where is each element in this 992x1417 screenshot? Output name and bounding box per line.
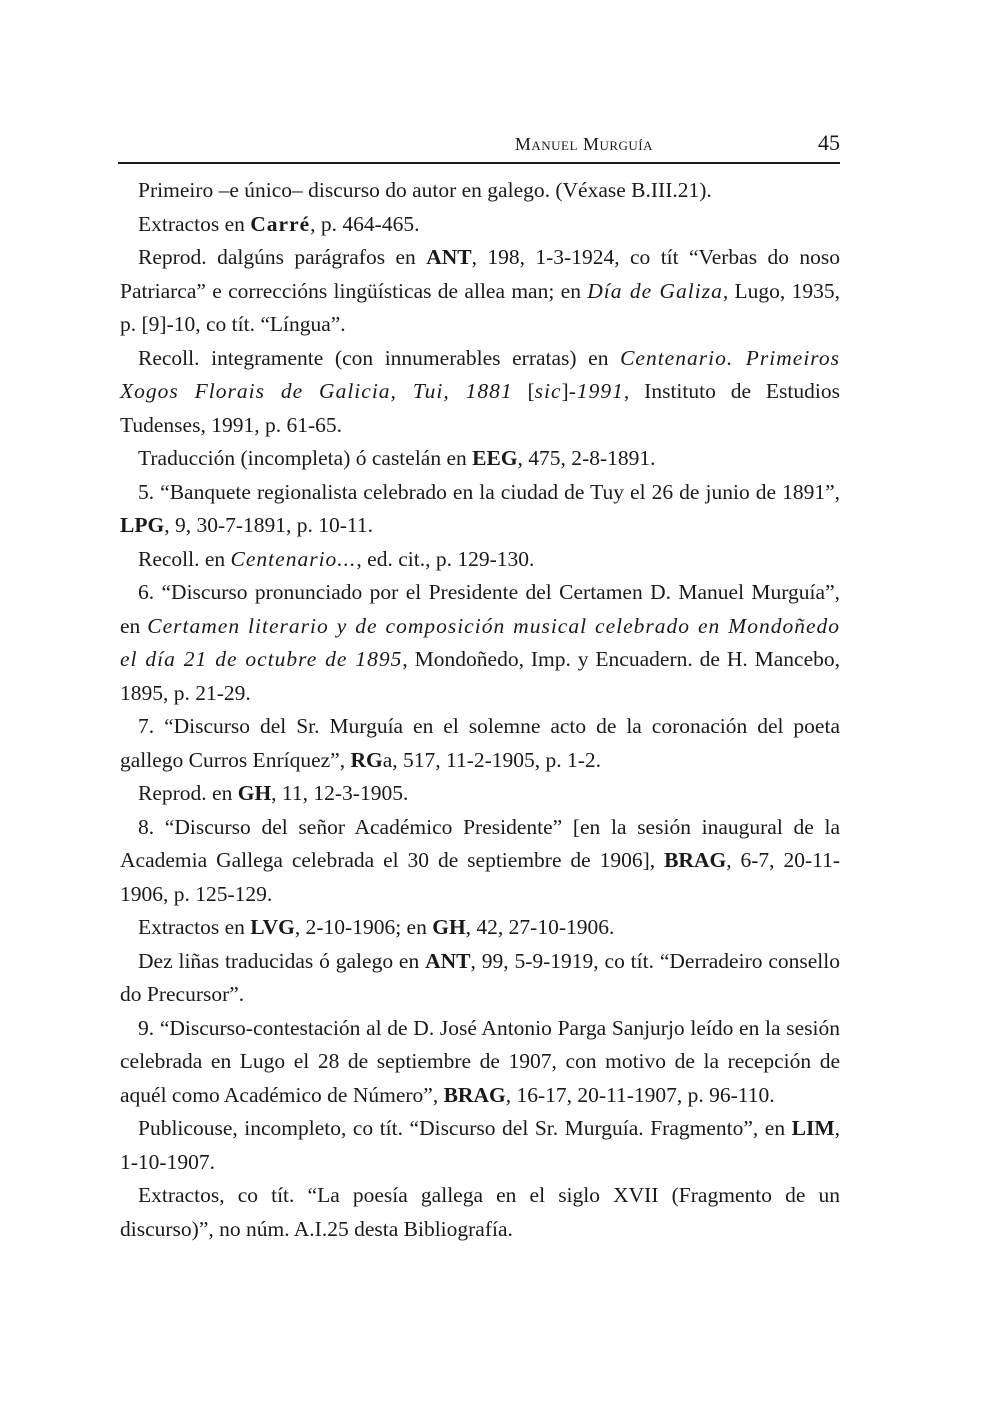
text: , 475, 2-8-1891.	[517, 446, 656, 470]
text: Recoll. en	[138, 546, 231, 571]
text: , 9, 30-7-1891, p. 10-11.	[164, 513, 374, 537]
italic-title: -1991	[568, 379, 624, 403]
text: , 6-7, 20-11-1906, p. 125-129.	[120, 848, 840, 906]
text: Reprod. en	[138, 781, 238, 805]
paragraph	[120, 476, 840, 543]
abbrev: BRAG	[664, 848, 727, 872]
paragraph	[120, 576, 840, 710]
abbrev: ANT	[426, 245, 472, 269]
page-number: 45	[818, 130, 840, 155]
text: , p. 464-465.	[310, 211, 420, 236]
paragraph	[120, 1179, 840, 1246]
paragraph	[120, 811, 840, 912]
text: , 16-17, 20-11-1907, p. 96-110.	[505, 1082, 775, 1107]
text: , Mondoñedo, Imp. y Encuadern. de H. Mancebo, 1895, p. 21-29.	[120, 647, 841, 705]
italic-sic: sic	[534, 379, 562, 403]
text: a, 517, 11-2-1905, p. 1-2.	[382, 747, 602, 772]
text: [	[512, 379, 535, 403]
paragraph	[120, 543, 840, 577]
text: Recoll. integramente (con innumerables erratas) en	[138, 345, 621, 370]
text: , 99, 5-9-1919, co tít. “Derradeiro consello do Precursor”.	[120, 948, 840, 1006]
abbrev: Carré	[250, 211, 311, 236]
text: Publicouse, incompleto, co tít. “Discurso del Sr. Murguía. Fragmento”, en	[138, 1116, 792, 1140]
paragraph	[120, 710, 840, 777]
text: 9. “Discurso-contestación al de D. José Antonio Parga Sanjurjo leído en la sesión celebrada en Lugo el 28 de septiembre de 1907, con motivo de la recepción de aquél como Académico de Número”,	[120, 1015, 840, 1107]
text: , 42, 27-10-1906.	[465, 915, 615, 939]
text: , 1-10-1907.	[120, 1116, 840, 1174]
paragraph	[120, 1112, 840, 1179]
abbrev: RG	[350, 747, 383, 772]
paragraph	[120, 945, 840, 1012]
abbrev: EEG	[472, 446, 518, 470]
text: Dez liñas traducidas ó galego en	[138, 948, 426, 973]
header-rule	[118, 162, 840, 164]
text: , Instituto de Estudios Tudenses, 1991, p. 61-65.	[120, 379, 840, 437]
text: 8. “Discurso del señor Académico Presidente” [en la sesión inaugural de la Academia Gallega celebrada el 30 de septiembre de 1906],	[120, 814, 840, 872]
text: , ed. cit., p. 129-130.	[356, 546, 535, 571]
abbrev: BRAG	[443, 1082, 506, 1107]
abbrev: ANT	[425, 948, 471, 973]
text: Extractos en	[138, 915, 251, 939]
paragraph	[120, 911, 840, 945]
text: ]	[561, 379, 569, 403]
italic-title: Centenario. Primeiros Xogos Florais de Galicia, Tui, 1881	[120, 345, 840, 403]
paragraph	[120, 174, 840, 208]
page-header	[118, 130, 840, 160]
text: 5. “Banquete regionalista celebrado en la ciudad de Tuy el 26 de junio de 1891”,	[138, 479, 840, 504]
abbrev: LVG	[250, 915, 295, 939]
abbrev: GH	[237, 781, 272, 805]
italic-title: Centenario...	[230, 546, 357, 571]
text: , 11, 12-3-1905.	[271, 781, 409, 805]
page-body	[120, 174, 840, 1246]
text: Traducción (incompleta) ó castelán en	[138, 446, 473, 470]
paragraph	[120, 241, 840, 342]
paragraph	[120, 442, 840, 476]
abbrev: LIM	[791, 1116, 835, 1140]
text: Primeiro –e único– discurso do autor en galego. (Véxase B.III.21).	[138, 178, 712, 202]
running-head: Manuel Murguía	[514, 134, 653, 154]
italic-title: Certamen literario y de composición musical celebrado en Mondoñedo el día 21 de octubre de 1895	[120, 613, 840, 671]
paragraph	[120, 777, 840, 811]
text: , 2-10-1906; en	[294, 915, 433, 939]
italic-title: Día de Galiza	[587, 278, 723, 303]
text: , 198, 1-3-1924, co tít “Verbas do noso Patriarca” e correccións lingüísticas de allea man; en	[120, 245, 840, 303]
text: , Lugo, 1935, p. [9]-10, co tít. “Língua”.	[120, 278, 840, 336]
text: Reprod. dalgúns parágrafos en	[138, 245, 427, 269]
text: Extractos, co tít. “La poesía gallega en el siglo XVII (Fragmento de un discurso)”, no núm. A.I.25 desta Bibliografía.	[120, 1183, 840, 1241]
paragraph	[120, 1012, 840, 1113]
abbrev: GH	[432, 915, 466, 939]
paragraph	[120, 342, 840, 443]
text: 6. “Discurso pronunciado por el Presidente del Certamen D. Manuel Murguía”, en	[120, 580, 840, 638]
paragraph	[120, 208, 840, 242]
text: Extractos en	[138, 211, 251, 236]
abbrev: LPG	[120, 513, 165, 537]
text: 7. “Discurso del Sr. Murguía en el solemne acto de la coronación del poeta gallego Curros Enríquez”,	[120, 714, 840, 772]
